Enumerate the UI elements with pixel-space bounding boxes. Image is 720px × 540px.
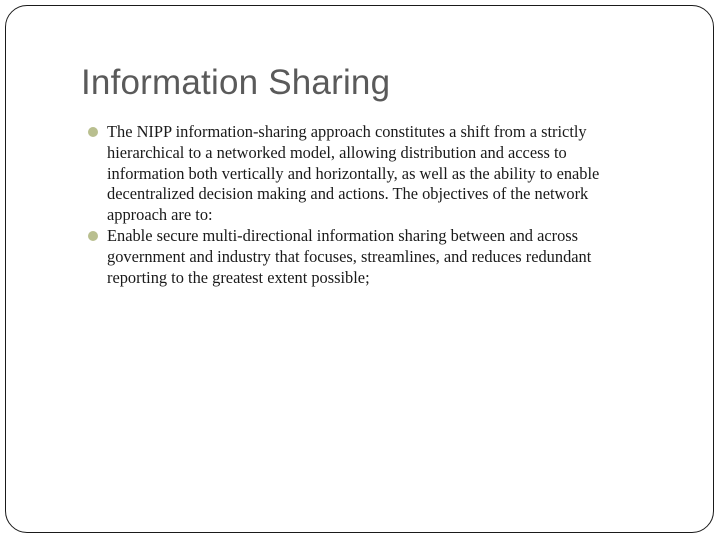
list-item xyxy=(88,122,648,226)
bullet-text: The NIPP information-sharing approach constitutes a shift from a strictly hierarchical to a networked model, allowing distribution and access to information both vertically and horizontally, as well as the ability to enable decentralized decision making and actions. The objectives of the network approach are to: xyxy=(107,122,600,225)
list-item xyxy=(88,226,648,288)
bullet-dot-icon xyxy=(88,127,98,137)
bullet-dot-icon xyxy=(88,231,98,241)
bullet-list xyxy=(88,122,648,288)
slide-frame xyxy=(5,5,714,533)
bullet-text: Enable secure multi-directional information sharing between and across government and industry that focuses, streamlines, and reduces redundant reporting to the greatest extent possible; xyxy=(107,225,592,287)
slide-title: Information Sharing xyxy=(81,63,391,102)
